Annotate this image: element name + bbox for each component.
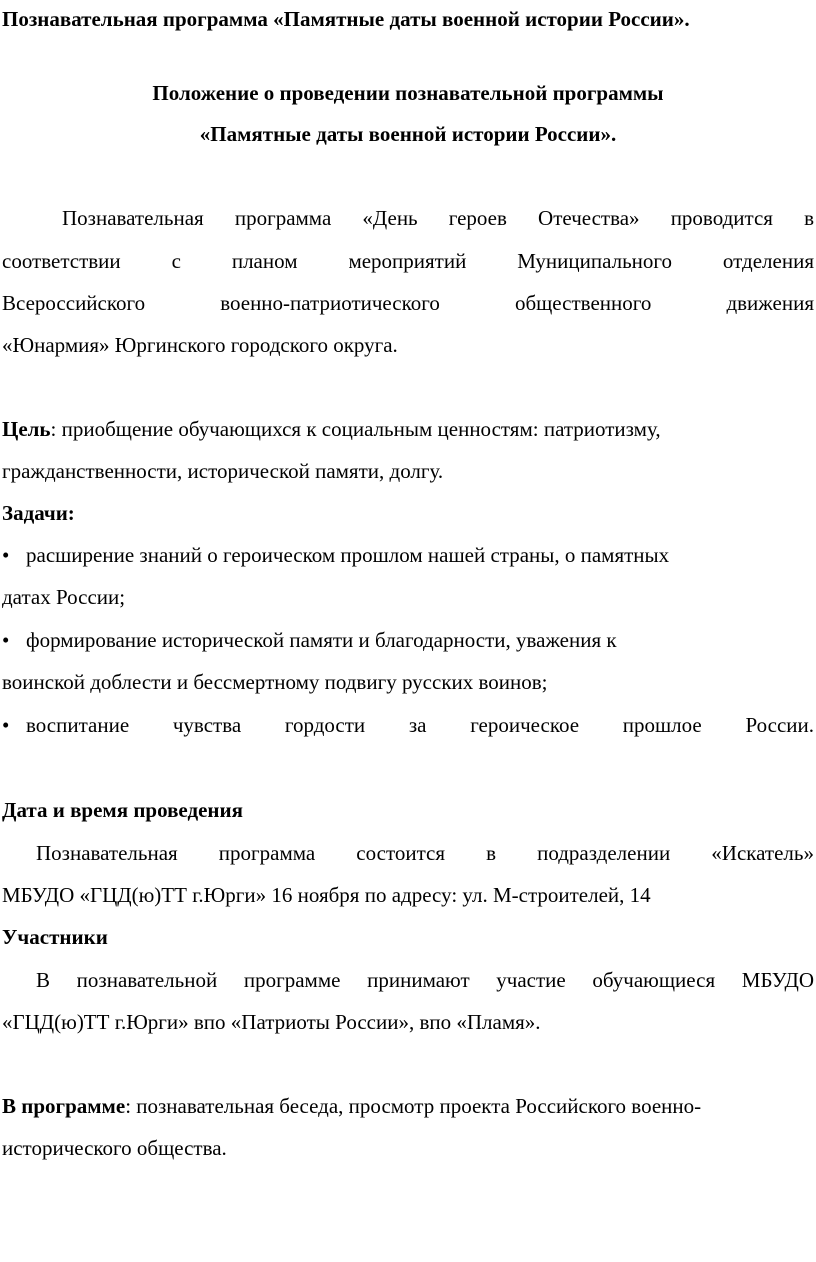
task-item-2-text: формирование исторической памяти и благодарности, уважения к <box>26 628 617 652</box>
document-title: Познавательная программа «Памятные даты военной истории России». <box>2 7 690 31</box>
task-item-2 <box>2 627 814 653</box>
program-line-2: исторического общества. <box>2 1136 227 1160</box>
date-line-2: МБУДО «ГЦД(ю)ТТ г.Юрги» 16 ноября по адресу: ул. М-строителей, 14 <box>2 883 651 907</box>
goal-label: Цель <box>2 417 51 441</box>
task-item-1 <box>2 542 814 568</box>
program-label: В программе <box>2 1094 126 1118</box>
goal-line-2: гражданственности, исторической памяти, долгу. <box>2 459 444 483</box>
program-text: : познавательная беседа, просмотр проекта Российского военно- <box>125 1094 702 1118</box>
date-section-label: Дата и время проведения <box>2 798 243 822</box>
task-item-2-continuation: воинской доблести и бессмертному подвигу русских воинов; <box>2 670 548 694</box>
intro-line-1: Познавательная программа «День героев Отечества» проводится в <box>62 206 814 230</box>
task-item-1-continuation: датах России; <box>2 585 126 609</box>
participants-line-1: В познавательной программе принимают участие обучающиеся МБУДО <box>36 968 814 992</box>
date-line-1: Познавательная программа состоится в подразделении «Искатель» <box>36 841 814 865</box>
goal-line-1 <box>2 416 814 442</box>
tasks-label: Задачи: <box>2 501 75 525</box>
participants-label: Участники <box>2 925 108 949</box>
intro-line-3: Всероссийского военно-патриотического общественного движения <box>2 291 814 315</box>
task-item-3-text: воспитание чувства гордости за героическое прошлое России. <box>26 713 814 737</box>
program-line-1 <box>2 1093 814 1119</box>
intro-line-4: «Юнармия» Юргинского городского округа. <box>2 333 398 357</box>
participants-line-2: «ГЦД(ю)ТТ г.Юрги» впо «Патриоты России», впо «Пламя». <box>2 1010 541 1034</box>
bullet-icon: • <box>2 713 10 737</box>
goal-text: : приобщение обучающихся к социальным ценностям: патриотизму, <box>50 417 661 441</box>
task-item-1-text: расширение знаний о героическом прошлом нашей страны, о памятных <box>26 543 670 567</box>
intro-line-2: соответствии с планом мероприятий Муниципального отделения <box>2 249 814 273</box>
task-item-3 <box>2 712 814 738</box>
bullet-icon: • <box>2 543 10 567</box>
bullet-icon: • <box>2 628 10 652</box>
regulation-heading-line-2: «Памятные даты военной истории России». <box>199 122 617 146</box>
regulation-heading-line-1: Положение о проведении познавательной программы <box>152 81 664 105</box>
